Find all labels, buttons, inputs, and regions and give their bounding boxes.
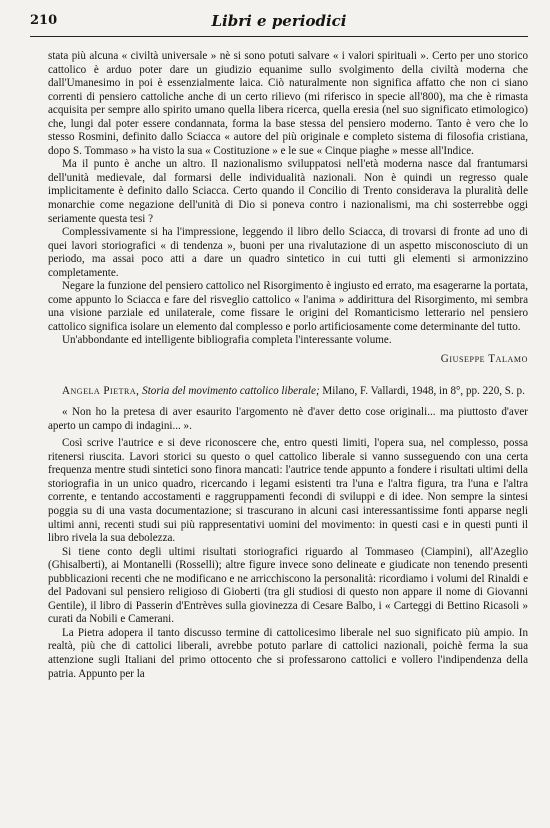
page-number: 210 [30, 13, 58, 28]
review1-signature: Giuseppe Talamo [440, 353, 528, 366]
review1-paragraph: Un'abbondante ed intelligente bibliografia completa l'interessante volume. [62, 334, 392, 347]
review1-paragraph: Negare la funzione del pensiero cattolico nel Risorgimento è ingiusto ed errato, ma esagerarne la portata, come appunto lo Sciacca e fare del risveglio cattolico « l'anima » addirittura del Risorgimento, mi sembra una visione parziale ed unilaterale, come fissare le origini del Romanticismo letterario nel pensiero cattolico significa isolare un elemento dal complesso e porlo artificiosamente come determinante del tutto. [48, 280, 528, 333]
review2-paragraph: La Pietra adopera il tanto discusso termine di cattolicesimo liberale nel suo significato più ampio. In realtà, più che di cattolici liberali, avrebbe potuto parlare di cattolici nazionali, poichè ferma la sua attenzione sugli Italiani del primo ottocento che si professarono cattolici e vollero l'indipendenza della patria. Appunto per la [48, 626, 528, 680]
review1-paragraph: Ma il punto è anche un altro. Il nazionalismo sviluppatosi nell'età moderna nasce dal frantumarsi dell'unità medievale, dal formarsi delle individualità nazionali. Non è quindi un regresso quale implicitamente è definito dallo Sciacca. Certo quando il Concilio di Trento considerava la pluralità delle monarchie come negazione dell'unità di Dio si poneva contro i nazionalismi, ma chi sosterrebbe oggi seriamente questa tesi ? [48, 158, 528, 225]
review2-quote: « Non ho la pretesa di aver esaurito l'argomento nè d'aver detto cose originali... ma piuttosto d'aver aperto un campo di indagini... ». [48, 406, 528, 432]
review2-publication: Milano, F. Vallardi, 1948, in 8°, pp. 220, S. p. [322, 384, 525, 397]
review2-paragraph: Si tiene conto degli ultimi risultati storiografici riguardo al Tommaseo (Ciampini), all'Azeglio (Ghisalberti), ai Montanelli (Rosselli); altre figure invece sono delineate e giudicate non tenendo presenti pubblicazioni recenti che ne modificano e ne arricchiscono la personalità: ricordiamo i volumi del Rinaldi e del Padovani sul pensiero religioso di Gioberti (tra gli studiosi di questo non appare il nome di Giovanni Gentile), il libro di Passerin d'Entrèves sulla giovinezza di Cesare Balbo, i « Carteggi di Bettino Ricasoli » curati da Nobili e Camerani. [48, 545, 528, 626]
review2-heading [48, 385, 528, 399]
review2-author: Angela Pietra, [62, 384, 140, 397]
review1-paragraph: Complessivamente si ha l'impressione, leggendo il libro dello Sciacca, di trovarsi di fronte ad uno di quei lavori storiografici « di tendenza », buoni per una rivalutazione di un aspetto misconosciuto di un periodo, ma assai poco atti a dare un quadro sintetico in cui tutti gli elementi si armonizzino completamente. [48, 226, 528, 279]
running-title: Libri e periodici [211, 12, 347, 30]
page-body [48, 50, 528, 681]
review2-title: Storia del movimento cattolico liberale; [142, 384, 320, 397]
review2-paragraph: Così scrive l'autrice e si deve riconoscere che, entro questi limiti, l'opera sua, nel complesso, possa ritenersi riuscita. Lavori storici su questo o quel cattolico liberale si vanno susseguendo con una certa frequenza mentre studi sintetici sono finora mancati: l'autrice tende appunto a fondere i risultati ultimi della storiografia in un unico quadro, ricercando i legami esistenti tra l'una e l'altra figura, tra l'una e l'altra corrente, e tentando accostamenti e raggruppamenti fecondi di sviluppi e di idee. Non sempre la sintesi poggia su di una vasta documentazione; si trascurano in alcuni casi interessantissime fonti apparse negli ultimi anni, recenti studi sui più rappresentativi uomini del movimento: in questi casi e in questi punti il libro rivela la sua debolezza. [48, 437, 528, 545]
page-header [30, 10, 528, 37]
review1-paragraph: stata più alcuna « civiltà universale » nè si sono potuti salvare « i valori spirituali ». Certo per uno storico cattolico è arduo poter dare un giudizio equanime sullo svolgimento della civiltà moderna che dall'Umanesimo in poi è essenzialmente laica. Ciò naturalmente non significa affatto che non ci siano correnti di pensiero cattoliche anche di un certo rilievo (mi riferisco in specie all'800), ma che è rimasta acquisita per sempre allo spirito umano quella libera ricerca, quella eresia (nel suo significato etimologico) che, lungi dal poter essere condannata, forma la base stessa del pensiero moderno. Tanto è vero che lo stesso Rosmini, definito dallo Sciacca « autore del più originale e completo sistema di filosofia cristiana, dopo S. Tommaso » ha visto la sua « Costituzione » e le sue « Cinque piaghe » messe all'Indice. [48, 50, 528, 157]
